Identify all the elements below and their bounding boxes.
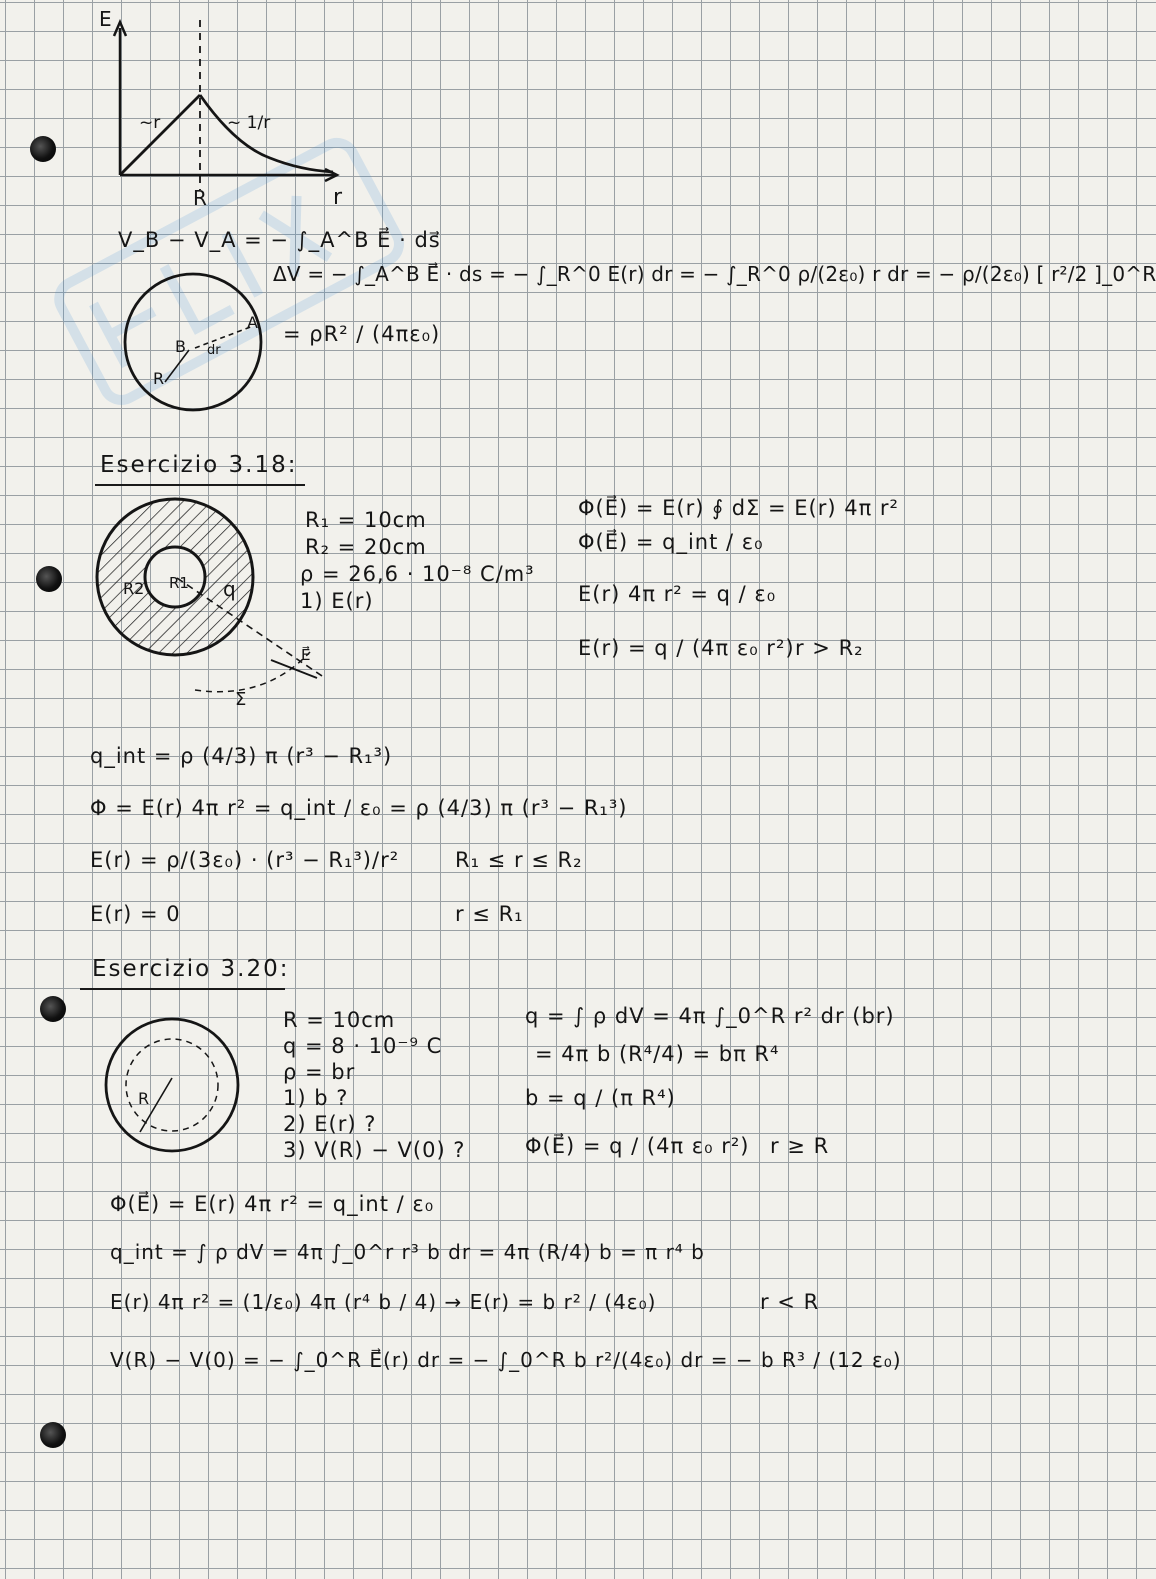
- given-question-3: 3) V(R) − V(0) ?: [283, 1138, 466, 1162]
- ex318-right-line-3: E(r) 4π r² = q / ε₀: [578, 582, 777, 606]
- gauss-surface-label: Σ: [235, 689, 247, 710]
- ex320-right-line-3: b = q / (π R⁴): [525, 1086, 676, 1110]
- ex320-bottom-line-4: V(R) − V(0) = − ∫_0^R E⃗(r) dr = − ∫_0^R b r²/(4ε₀) dr = − b R³ / (12 ε₀): [110, 1348, 902, 1372]
- given-density: ρ = br: [283, 1060, 356, 1084]
- ex320-right-line-4: Φ(E⃗) = q / (4π ε₀ r²): [525, 1134, 750, 1158]
- sphere-320-figure: [100, 1010, 250, 1160]
- dr-label: dr: [207, 343, 221, 358]
- ex320-bottom-line-1: Φ(E⃗) = E(r) 4π r² = q_int / ε₀: [110, 1192, 435, 1216]
- ex318-right-condition: r > R₂: [795, 636, 864, 660]
- outer-radius-label: R2: [123, 579, 145, 598]
- ex318-bottom-line-2: Φ = E(r) 4π r² = q_int / ε₀ = ρ (4/3) π (r³ − R₁³): [90, 796, 628, 820]
- ex320-bottom-line-2: q_int = ∫ ρ dV = 4π ∫_0^r r³ b dr = 4π (R/4) b = π r⁴ b: [110, 1240, 705, 1264]
- potential-line-1: V_B − V_A = − ∫_A^B E⃗ · ds⃗: [118, 228, 441, 252]
- given-charge: q = 8 · 10⁻⁹ C: [283, 1034, 443, 1058]
- ex318-bottom-line-4: E(r) = 0: [90, 902, 181, 926]
- ex318-bottom-condition-1: R₁ ≤ r ≤ R₂: [455, 848, 583, 872]
- ex320-right-condition: r ≥ R: [770, 1134, 830, 1158]
- given-radius: R = 10cm: [283, 1008, 396, 1032]
- ex318-bottom-line-3: E(r) = ρ/(3ε₀) · (r³ − R₁³)/r²: [90, 848, 400, 872]
- binder-hole: [40, 996, 66, 1022]
- exercise-320-underline: [80, 988, 285, 990]
- exercise-320-title: Esercizio 3.20:: [92, 956, 290, 982]
- potential-result: = ρR² / (4πε₀): [283, 322, 441, 346]
- charge-label: q: [223, 577, 236, 601]
- exercise-318-title: Esercizio 3.18:: [100, 452, 298, 478]
- given-question-2: 2) E(r) ?: [283, 1112, 377, 1136]
- point-b-label: B: [175, 337, 186, 356]
- binder-hole: [40, 1422, 66, 1448]
- ex318-bottom-line-1: q_int = ρ (4/3) π (r³ − R₁³): [90, 744, 393, 768]
- binder-hole: [36, 566, 62, 592]
- field-graph: [95, 7, 355, 215]
- ex318-right-line-2: Φ(E⃗) = q_int / ε₀: [578, 530, 764, 554]
- sphere-figure: [115, 270, 275, 420]
- radius-label: R: [138, 1089, 150, 1108]
- ex318-right-line-1: Φ(E⃗) = E(r) ∮ dΣ = E(r) 4π r²: [578, 496, 899, 520]
- shell-figure: [95, 490, 335, 710]
- ex318-right-line-4: E(r) = q / (4π ε₀ r²): [578, 636, 795, 660]
- exercise-318-underline: [95, 484, 305, 486]
- radius-tick-label: R: [193, 186, 207, 210]
- given-question-1: 1) E(r): [300, 589, 374, 613]
- given-r2: R₂ = 20cm: [305, 535, 427, 559]
- inside-label: ~r: [139, 113, 161, 133]
- field-vector-label: E⃗: [301, 646, 311, 664]
- ex320-bottom-condition: r < R: [760, 1290, 820, 1314]
- y-axis-label: E: [99, 7, 112, 31]
- ex320-right-line-1: q = ∫ ρ dV = 4π ∫_0^R r² dr (br): [525, 1004, 895, 1028]
- outside-label: ~ 1/r: [227, 113, 271, 133]
- given-rho: ρ = 26,6 · 10⁻⁸ C/m³: [300, 562, 535, 586]
- given-r1: R₁ = 10cm: [305, 508, 427, 532]
- ex320-bottom-line-3: E(r) 4π r² = (1/ε₀) 4π (r⁴ b / 4) → E(r) = b r² / (4ε₀): [110, 1290, 657, 1314]
- given-question-1: 1) b ?: [283, 1086, 349, 1110]
- point-a-label: A: [247, 313, 258, 332]
- binder-hole: [30, 136, 56, 162]
- radius-label: R: [153, 369, 165, 388]
- x-axis-label: r: [333, 185, 343, 210]
- ex318-bottom-condition-2: r ≤ R₁: [455, 902, 524, 926]
- inner-radius-label: R1: [169, 574, 189, 592]
- ex320-right-line-2: = 4π b (R⁴/4) = bπ R⁴: [535, 1042, 780, 1066]
- potential-line-2: ΔV = − ∫_A^B E⃗ · ds = − ∫_R^0 E(r) dr = − ∫_R^0 ρ/(2ε₀) r dr = − ρ/(2ε₀) [ r²/2 ]_0^R: [273, 262, 1156, 286]
